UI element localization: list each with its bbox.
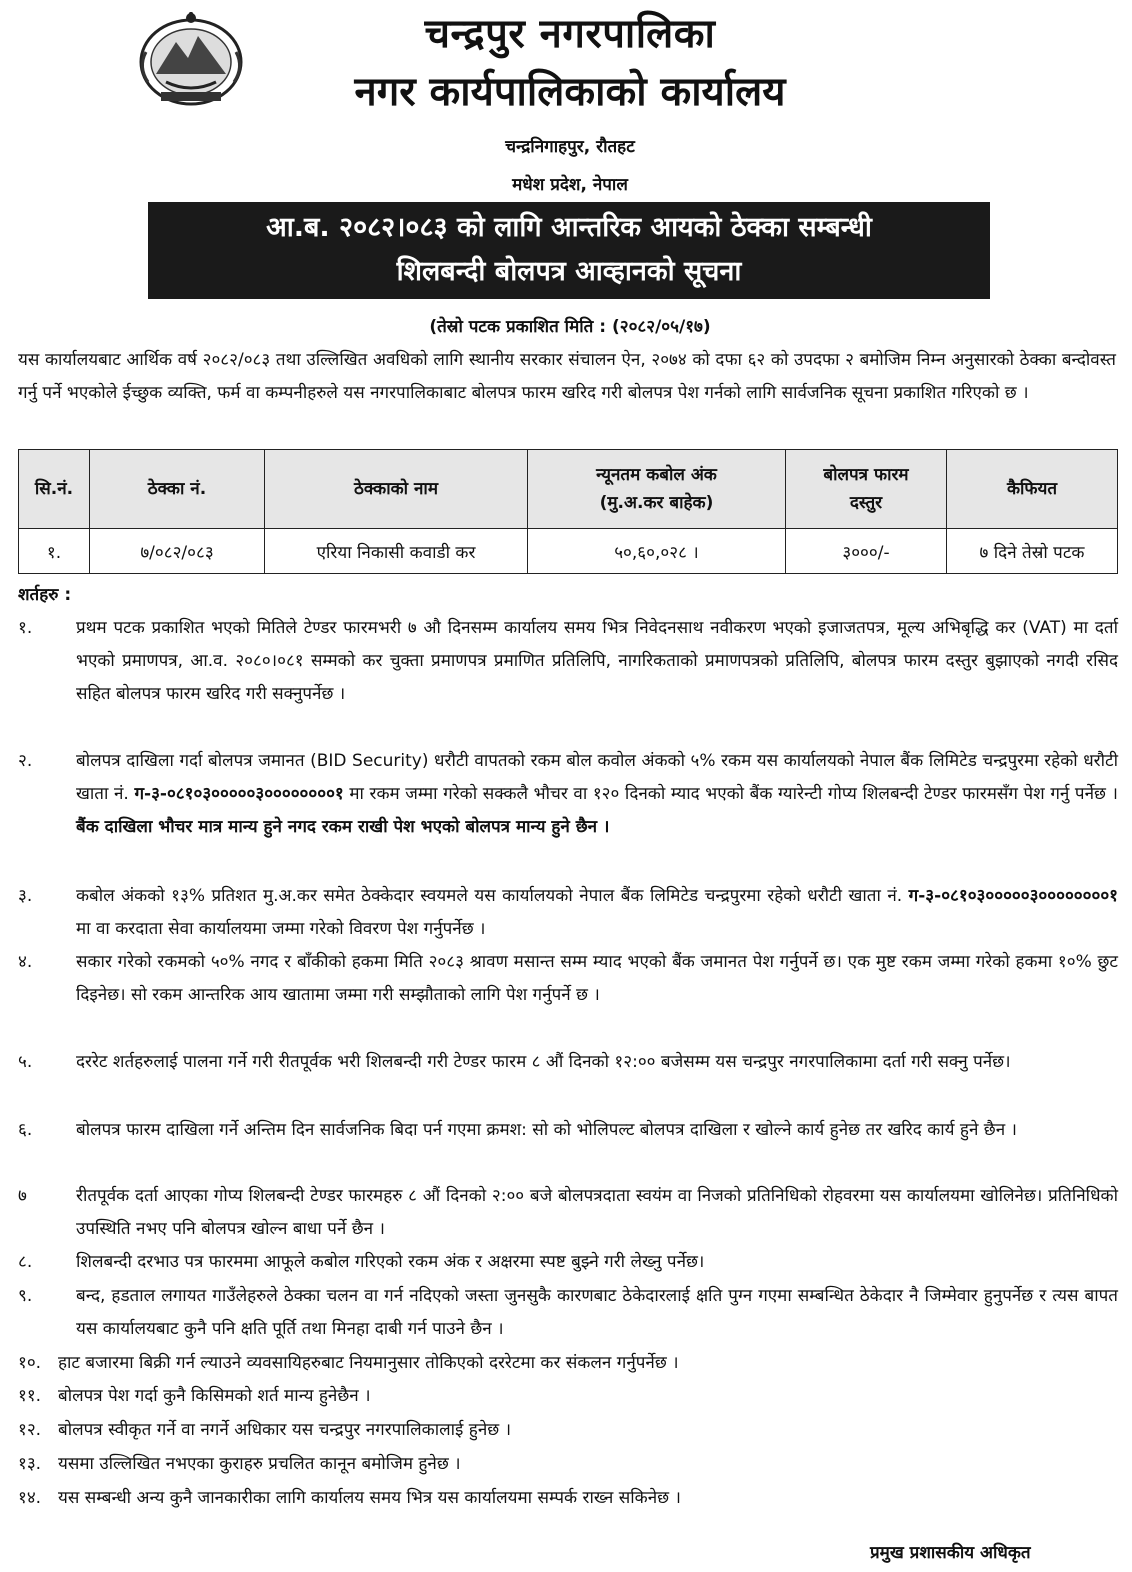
- term-text: शिलबन्दी दरभाउ पत्र फारममा आफूले कबोल गरिएको रकम अंक र अक्षरमा स्पष्ट बुझ्ने गरी लेख्नु पर्नेछ।: [76, 1252, 705, 1272]
- signatory-title: प्रमुख प्रशासकीय अधिकृत: [870, 1543, 1031, 1563]
- term-text: यस सम्बन्धी अन्य कुनै जानकारीका लागि कार्यालय समय भित्र यस कार्यालयमा सम्पर्क राख्न सकिनेछ ।: [58, 1488, 681, 1508]
- term-text: बोलपत्र फारम दाखिला गर्ने अन्तिम दिन सार्वजनिक बिदा पर्न गएमा क्रमश: सो को भोलिपल्ट बोलपत्र दाखिला र खोल्ने कार्य हुनेछ तर खरिद कार्य हुने छैन ।: [76, 1120, 1017, 1140]
- term-text: यसमा उल्लिखित नभएका कुराहरु प्रचलित कानून बमोजिम हुनेछ ।: [58, 1454, 461, 1474]
- col-min-bid: [528, 450, 786, 529]
- term-text: हाट बजारमा बिक्री गर्न ल्याउने व्यवसायिहरुबाट नियमानुसार तोकिएको दररेटमा कर संकलन गर्नुपर्नेछ ।: [58, 1353, 679, 1373]
- term-text: रीतपूर्वक दर्ता आएका गोप्य शिलबन्दी टेण्डर फारमहरु ८ औं दिनको २:०० बजे बोलपत्रदाता स्वयंम वा निजको प्रतिनिधिको रोहवरमा यस कार्यालयमा खोलिनेछ। प्रतिनिधिको उपस्थिति नभए पनि बोलपत्र खोल्न बाधा पर्ने छैन ।: [76, 1186, 1118, 1239]
- term-text: प्रथम पटक प्रकाशित भएको मितिले टेण्डर फारमभरी ७ औ दिनसम्म कार्यालय समय भित्र निवेदनसाथ नवीकरण भएको इजाजतपत्र, मूल्य अभिबृद्धि कर (VAT) मा दर्ता भएको प्रमाणपत्र, आ.व. २०८०।०८१ सम्मको कर चुक्ता प्रमाणपत्र प्रमाणित प्रतिलिपि, नागरिकताको प्रमाणपत्रको प्रतिलिपि, बोलपत्र फारम दस्तुर बुझाएको नगदी रसिद सहित बोलपत्र फारम खरिद गरी सक्नुपर्नेछ ।: [76, 618, 1118, 704]
- col-form-fee-line1: बोलपत्र फारम: [823, 465, 909, 485]
- notice-title-line-1: आ.ब. २०८२।०८३ को लागि आन्तरिक आयको ठेक्का सम्बन्धी: [266, 212, 872, 243]
- cell-min-bid: ५०,६०,०२८ ।: [528, 529, 786, 574]
- term-number: १३.: [18, 1454, 42, 1474]
- col-min-bid-line2: (मु.अ.कर बाहेक): [599, 493, 714, 513]
- col-sn: सि.नं.: [19, 450, 90, 529]
- col-contract-no: ठेक्का नं.: [90, 450, 265, 529]
- term-number: १४.: [18, 1488, 42, 1508]
- term-text-part: बोलपत्र दाखिला गर्दा बोलपत्र जमानत (BID Security) धरौटी वापतको रकम बोल कवोल अंकको ५% रकम यस कार्यालयको नेपाल बैंक लिमिटेड चन्द्रपुरमा रहेको धरौटी खाता नं.: [76, 751, 1118, 804]
- term-number: ६.: [18, 1120, 33, 1140]
- term-text: [76, 880, 1118, 946]
- col-remarks: कैफियत: [947, 450, 1118, 529]
- term-bold-note: बैंक दाखिला भौचर मात्र मान्य हुने नगद रकम राखी पेश भएको बोलपत्र मान्य हुने छैन ।: [76, 817, 610, 837]
- col-form-fee: [786, 450, 947, 529]
- address-line-1: चन्द्रनिगाहपुर, रौतहट: [505, 137, 635, 157]
- term-text: बन्द, हडताल लगायत गाउँलेहरुले ठेक्का चलन वा गर्न नदिएको जस्ता जुनसुकै कारणबाट ठेकेदारलाई क्षति पुग्न गएमा सम्बन्धित ठेकेदार नै जिम्मेवार हुनुपर्नेछ र त्यस बापत यस कार्यालयबाट कुनै पनि क्षति पूर्ति तथा मिनहा दाबी गर्न पाउने छैन ।: [76, 1286, 1118, 1339]
- cell-remarks: ७ दिने तेस्रो पटक: [947, 529, 1118, 574]
- cell-contract-name: एरिया निकासी कवाडी कर: [265, 529, 528, 574]
- cell-form-fee: ३०००/-: [786, 529, 947, 574]
- term-text: [76, 745, 1118, 844]
- office-title: नगर कार्यपालिकाको कार्यालय: [354, 69, 786, 115]
- term-number: ३.: [18, 886, 33, 906]
- table-row: [19, 529, 1118, 574]
- bank-account-number: ग-३-०८१०३०००००३००००००००१: [908, 886, 1118, 906]
- term-number: ८.: [18, 1252, 33, 1272]
- table-header-row: [19, 450, 1118, 529]
- term-text: दररेट शर्तहरुलाई पालना गर्ने गरी रीतपूर्वक भरी शिलबन्दी गरी टेण्डर फारम ८ औं दिनको १२:०० बजेसम्म यस चन्द्रपुर नगरपालिकामा दर्ता गरी सक्नु पर्नेछ।: [76, 1052, 1011, 1072]
- cell-sn: १.: [19, 529, 90, 574]
- col-min-bid-line1: न्यूनतम कबोल अंक: [596, 465, 717, 485]
- office-name: चन्द्रपुर नगरपालिका: [424, 11, 716, 57]
- term-text-part: मा रकम जम्मा गरेको सक्कलै भौचर वा १२० दिनको म्याद भएको बैंक ग्यारेन्टी गोप्य शिलबन्दी टेण्डर फारमसँग पेश गर्नु पर्नेछ ।: [343, 784, 1118, 804]
- notice-title-box: [148, 202, 990, 299]
- term-text: बोलपत्र पेश गर्दा कुनै किसिमको शर्त मान्य हुनेछैन ।: [58, 1386, 371, 1406]
- term-number: २.: [18, 751, 33, 771]
- term-number: १२.: [18, 1420, 42, 1440]
- terms-title: शर्तहरु :: [18, 585, 72, 605]
- publication-date: (तेस्रो पटक प्रकाशित मिति : (२०८२/०५/१७): [429, 317, 711, 337]
- term-number: ११.: [18, 1386, 42, 1406]
- nepal-emblem-icon: [136, 12, 246, 107]
- tender-table: [18, 449, 1118, 574]
- intro-paragraph: यस कार्यालयबाट आर्थिक वर्ष २०८२/०८३ तथा उल्लिखित अवधिको लागि स्थानीय सरकार संचालन ऐन, २०७४ को दफा ६२ को उपदफा २ बमोजिम निम्न अनुसारको ठेक्का बन्दोवस्त गर्नु पर्ने भएकोले ईच्छुक व्यक्ति, फर्म वा कम्पनीहरुले यस नगरपालिकाबाट बोलपत्र फारम खरिद गरी बोलपत्र पेश गर्नको लागि सार्वजनिक सूचना प्रकाशित गरिएको छ ।: [18, 350, 1116, 403]
- term-number: १.: [18, 618, 33, 638]
- address-line-2: मधेश प्रदेश, नेपाल: [512, 175, 628, 195]
- notice-title-line-2: शिलबन्दी बोलपत्र आव्हानको सूचना: [396, 256, 742, 287]
- term-number: ७: [18, 1186, 27, 1206]
- term-number: ४.: [18, 952, 33, 972]
- term-number: ५.: [18, 1052, 33, 1072]
- term-text-part: कबोल अंकको १३% प्रतिशत मु.अ.कर समेत ठेक्केदार स्वयमले यस कार्यालयको नेपाल बैंक लिमिटेड चन्द्रपुरमा रहेको धरौटी खाता नं.: [76, 886, 909, 906]
- col-form-fee-line2: दस्तुर: [849, 493, 883, 513]
- term-text: बोलपत्र स्वीकृत गर्ने वा नगर्ने अधिकार यस चन्द्रपुर नगरपालिकालाई हुनेछ ।: [58, 1420, 512, 1440]
- cell-contract-no: ७/०८२/०८३: [90, 529, 265, 574]
- term-text: सकार गरेको रकमको ५०% नगद र बाँकीको हकमा मिति २०८३ श्रावण मसान्त सम्म म्याद भएको बैंक जमानत पेश गर्नुपर्ने छ। एक मुष्ट रकम जम्मा गरेको हकमा १०% छुट दिइनेछ। सो रकम आन्तरिक आय खातामा जम्मा गरी सम्झौताको लागि पेश गर्नुपर्ने छ ।: [76, 952, 1118, 1005]
- term-number: १०.: [18, 1353, 42, 1373]
- bank-account-number: ग-३-०८१०३०००००३००००००००१: [134, 784, 344, 804]
- term-text-part: मा वा करदाता सेवा कार्यालयमा जम्मा गरेको विवरण पेश गर्नुपर्नेछ ।: [76, 919, 486, 939]
- col-contract-name: ठेक्काको नाम: [265, 450, 528, 529]
- term-number: ९.: [18, 1286, 33, 1306]
